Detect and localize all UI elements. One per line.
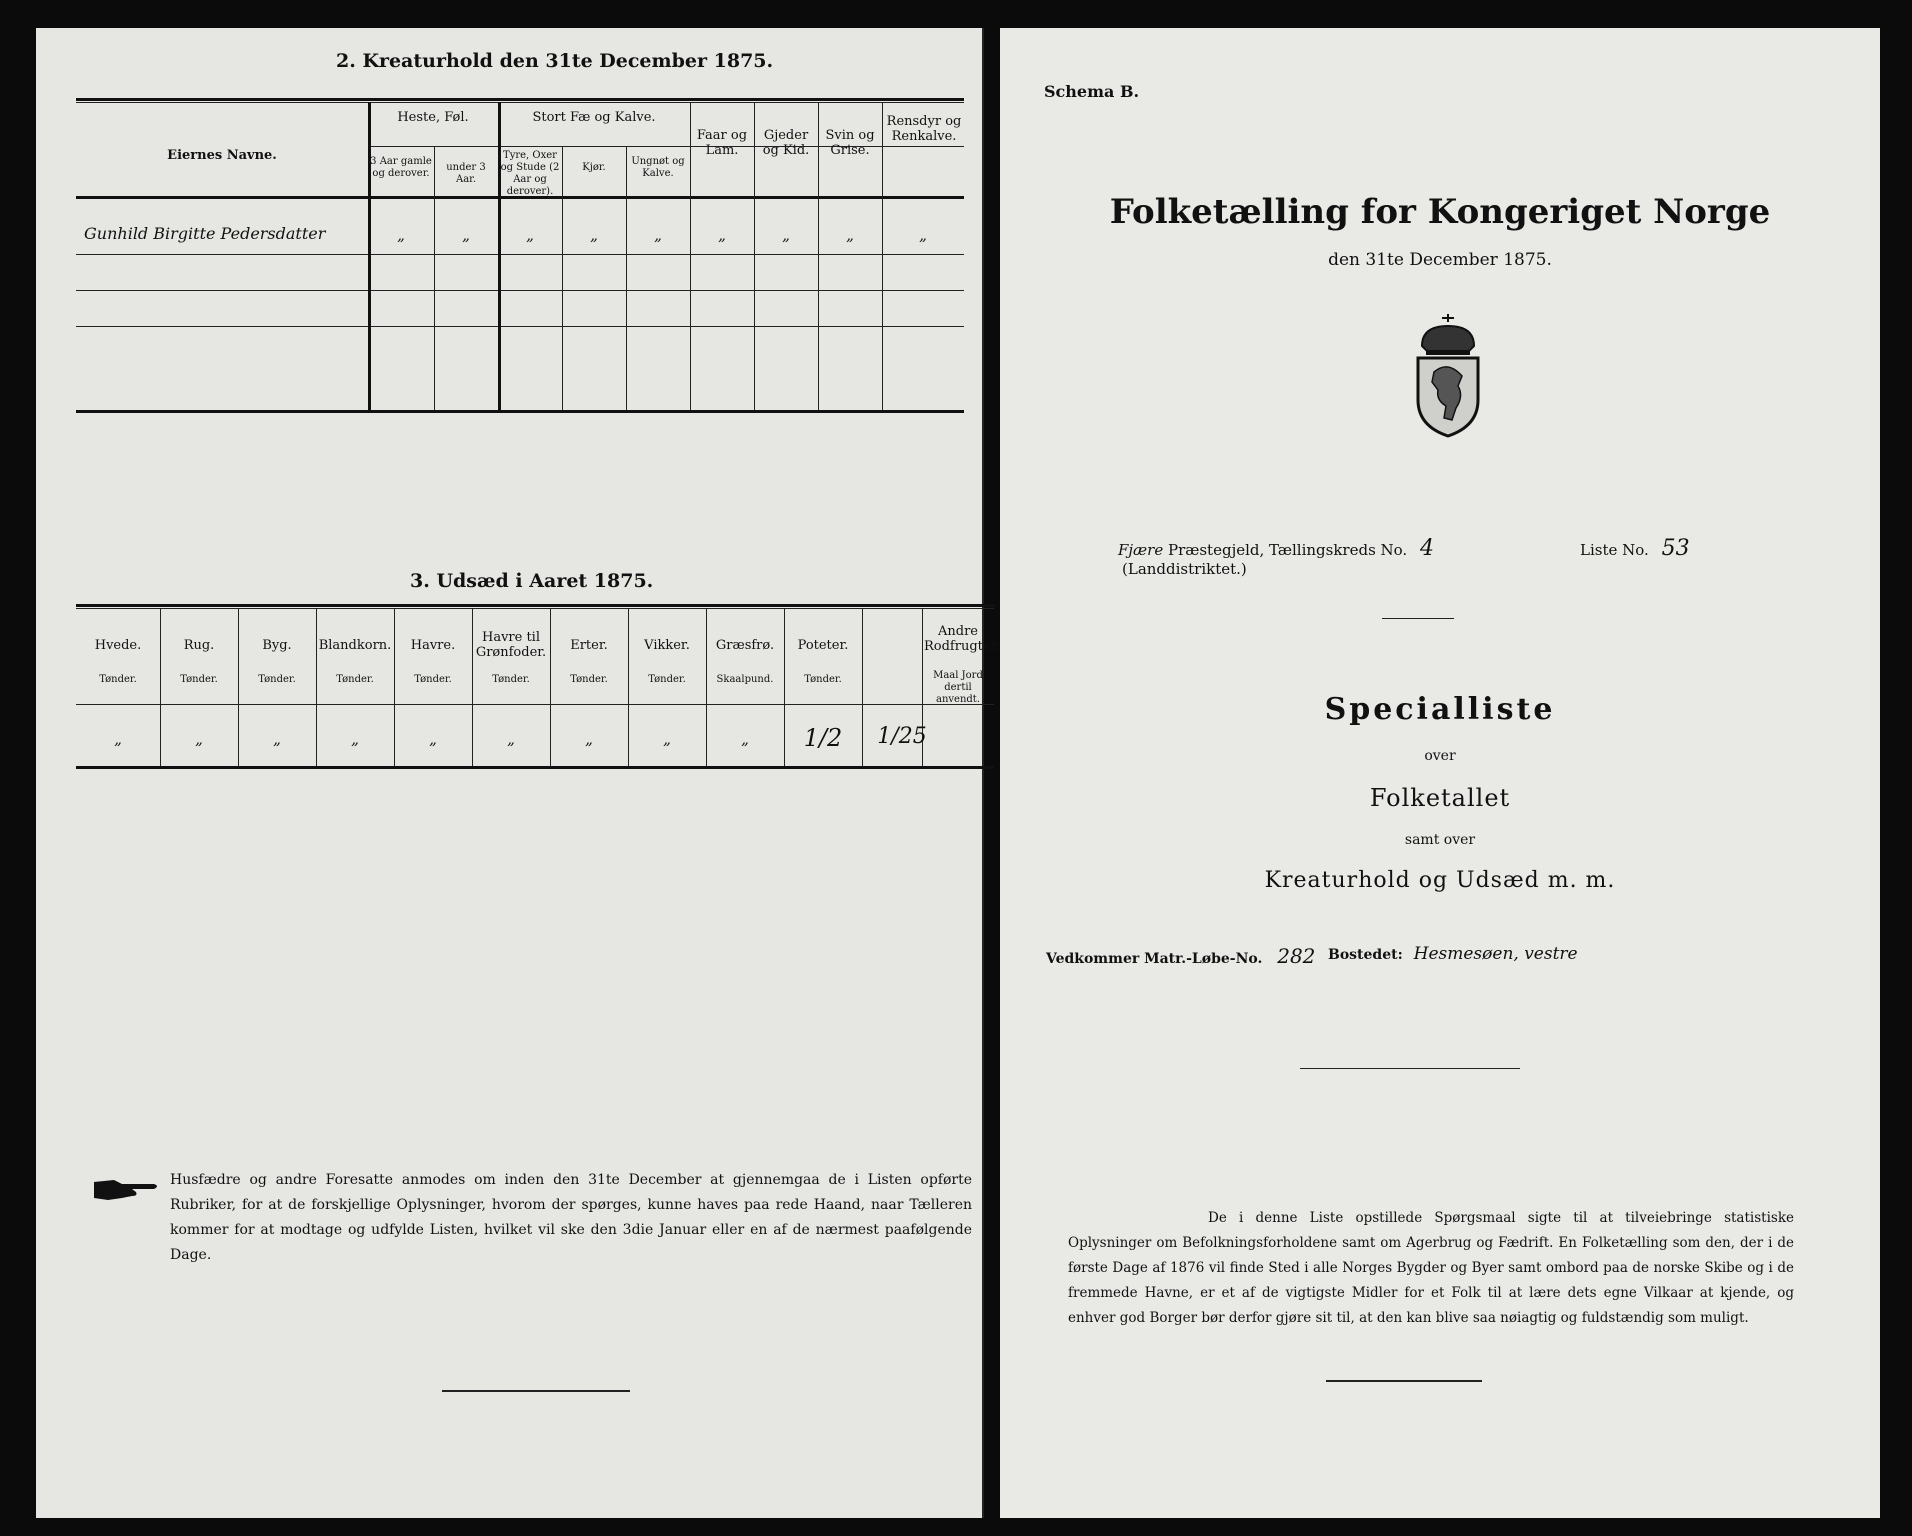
owner-header: Eiernes Navne. bbox=[167, 148, 277, 163]
table-rule bbox=[498, 102, 501, 410]
crop-header: Hvede. bbox=[94, 638, 142, 653]
unit-label: Tønder. bbox=[180, 674, 218, 685]
matr-label: Vedkommer Matr.-Løbe-No. bbox=[1046, 951, 1263, 967]
unit-label: Maal Jord dertil anvendt. bbox=[933, 670, 983, 705]
folketallet-text: Folketallet bbox=[1369, 784, 1511, 812]
divider bbox=[1300, 1068, 1520, 1069]
crop-header: Andre Rodfrugter. bbox=[924, 624, 1000, 654]
crop-header: Byg. bbox=[262, 638, 292, 653]
table-rule bbox=[562, 146, 563, 410]
livestock-value: „ bbox=[718, 226, 726, 244]
table-rule bbox=[882, 102, 883, 410]
bosted-label: Bostedet: bbox=[1328, 947, 1403, 963]
parish-line bbox=[1118, 536, 1434, 561]
table-rule bbox=[818, 102, 819, 410]
table-rule bbox=[76, 254, 964, 255]
kreaturhold-text: Kreaturhold og Udsæd m. m. bbox=[1264, 868, 1616, 893]
col-header-pigs: Svin og Grise. bbox=[825, 128, 875, 158]
seed-value: „ bbox=[741, 730, 749, 748]
livestock-value: „ bbox=[654, 226, 662, 244]
crop-header: Poteter. bbox=[797, 638, 849, 653]
over-text: over bbox=[1424, 748, 1456, 764]
seed-value: „ bbox=[114, 730, 122, 748]
group-header-horses: Heste, Føl. bbox=[397, 110, 469, 125]
table-rule bbox=[76, 704, 994, 705]
unit-label: Tønder. bbox=[99, 674, 137, 685]
unit-label: Tønder. bbox=[648, 674, 686, 685]
matr-line bbox=[1046, 944, 1315, 968]
owner-name: Gunhild Birgitte Pedersdatter bbox=[84, 224, 326, 243]
unit-label: Tønder. bbox=[336, 674, 374, 685]
unit-label: Tønder. bbox=[414, 674, 452, 685]
table-rule bbox=[76, 98, 964, 101]
table-rule bbox=[754, 102, 755, 410]
schema-label: Schema B. bbox=[1044, 82, 1140, 101]
table-rule bbox=[690, 102, 691, 410]
notice-text: Husfædre og andre Foresatte anmodes om inden den 31te December at gjennemgaa de i Listen opførte Rubriker, for at de forskjellige Oplysninger, hvorom der spørges, kunne haves paa rede Haand, naar Tælleren kommer for at modtage og udfylde Listen, hvilket vil ske den 3die Januar eller en af de nærmest paafølgende Dage. bbox=[170, 1172, 972, 1263]
seed-value-root-crops: 1/25 bbox=[877, 724, 927, 749]
liste-number: 53 bbox=[1661, 536, 1690, 561]
seed-value: „ bbox=[195, 730, 203, 748]
crop-header: Erter. bbox=[570, 638, 608, 653]
special-title: Specialliste bbox=[1324, 692, 1556, 727]
section2-title: 2. Kreaturhold den 31te December 1875. bbox=[336, 50, 774, 72]
table-rule bbox=[76, 326, 964, 327]
col-header-goats: Gjeder og Kid. bbox=[762, 128, 810, 158]
kreds-number: 4 bbox=[1420, 536, 1434, 561]
crop-header: Havre. bbox=[410, 638, 456, 653]
parish-name: Fjære bbox=[1118, 541, 1164, 559]
divider bbox=[1382, 618, 1454, 619]
col-header-calves: Ungnøt og Kalve. bbox=[631, 156, 685, 179]
right-page bbox=[1000, 28, 1880, 1518]
district-label: (Landdistriktet.) bbox=[1122, 560, 1247, 578]
crop-header: Græsfrø. bbox=[715, 638, 775, 653]
group-header-cattle: Stort Fæ og Kalve. bbox=[532, 110, 656, 125]
table-rule bbox=[76, 608, 994, 609]
liste-label: Liste No. bbox=[1580, 541, 1649, 559]
col-header-bulls: Tyre, Oxer og Stude (2 Aar og derover). bbox=[500, 150, 560, 197]
unit-label: Tønder. bbox=[570, 674, 608, 685]
seed-value: „ bbox=[429, 730, 437, 748]
seed-value: „ bbox=[507, 730, 515, 748]
table-rule bbox=[76, 290, 964, 291]
table-rule bbox=[76, 102, 964, 103]
divider bbox=[442, 1390, 630, 1392]
table-rule bbox=[76, 766, 994, 769]
kreds-label: Tællingskreds No. bbox=[1269, 541, 1408, 559]
seed-value: „ bbox=[273, 730, 281, 748]
liste-line bbox=[1580, 536, 1690, 561]
pointing-hand-icon bbox=[92, 1174, 162, 1204]
col-header-reindeer: Rensdyr og Renkalve. bbox=[886, 114, 962, 144]
crop-header: Rug. bbox=[183, 638, 215, 653]
livestock-value: „ bbox=[462, 226, 470, 244]
bosted-line bbox=[1328, 944, 1578, 964]
crop-header: Blandkorn. bbox=[318, 638, 392, 653]
livestock-value: „ bbox=[590, 226, 598, 244]
unit-label: Skaalpund. bbox=[716, 674, 774, 685]
crop-header: Havre til Grønfoder. bbox=[475, 630, 547, 660]
col-header-sheep: Faar og Lam. bbox=[696, 128, 748, 158]
seed-value: „ bbox=[351, 730, 359, 748]
seed-value-potatoes: 1/2 bbox=[803, 724, 843, 752]
livestock-value: „ bbox=[782, 226, 790, 244]
table-rule bbox=[76, 410, 964, 413]
livestock-value: „ bbox=[526, 226, 534, 244]
unit-label: Tønder. bbox=[492, 674, 530, 685]
main-title: Folketælling for Kongeriget Norge bbox=[1109, 192, 1771, 232]
seed-value: „ bbox=[585, 730, 593, 748]
table-rule bbox=[626, 146, 627, 410]
matr-number: 282 bbox=[1277, 944, 1316, 968]
coat-of-arms-icon bbox=[1408, 310, 1488, 440]
left-page bbox=[36, 28, 1000, 1518]
table-rule bbox=[76, 604, 994, 607]
livestock-value: „ bbox=[397, 226, 405, 244]
divider bbox=[1326, 1380, 1482, 1382]
parish-label: Præstegjeld, bbox=[1168, 541, 1265, 559]
unit-label: Tønder. bbox=[258, 674, 296, 685]
census-date: den 31te December 1875. bbox=[1328, 250, 1552, 270]
seed-value: „ bbox=[663, 730, 671, 748]
samt-over-text: samt over bbox=[1404, 832, 1476, 848]
col-header-horses-young: under 3 Aar. bbox=[446, 162, 486, 185]
livestock-value: „ bbox=[846, 226, 854, 244]
unit-label: Tønder. bbox=[804, 674, 842, 685]
livestock-value: „ bbox=[919, 226, 927, 244]
bosted-value: Hesmesøen, vestre bbox=[1413, 944, 1578, 964]
table-rule bbox=[434, 146, 435, 410]
col-header-cows: Kjør. bbox=[582, 162, 606, 173]
section3-title: 3. Udsæd i Aaret 1875. bbox=[410, 570, 654, 592]
crop-header: Vikker. bbox=[644, 638, 690, 653]
col-header-horses-old: 3 Aar gamle og derover. bbox=[370, 156, 432, 179]
table-rule bbox=[368, 102, 371, 410]
explanation-paragraph: De i denne Liste opstillede Spørgsmaal sigte til at tilveiebringe statistiske Oplysninger om Befolkningsforholdene samt om Agerbrug og Fædrift. En Folketælling som den, der i de første Dage af 1876 vil finde Sted i alle Norges Bygder og Byer samt ombord paa de norske Skibe og i de fremmede Havne, er et af de vigtigste Midler for et Folk til at lære dets egne Vilkaar at kjende, og enhver god Borger bør derfor gjøre sit til, at den kan blive saa nøiagtig og fuldstændig som muligt. bbox=[1068, 1210, 1794, 1326]
